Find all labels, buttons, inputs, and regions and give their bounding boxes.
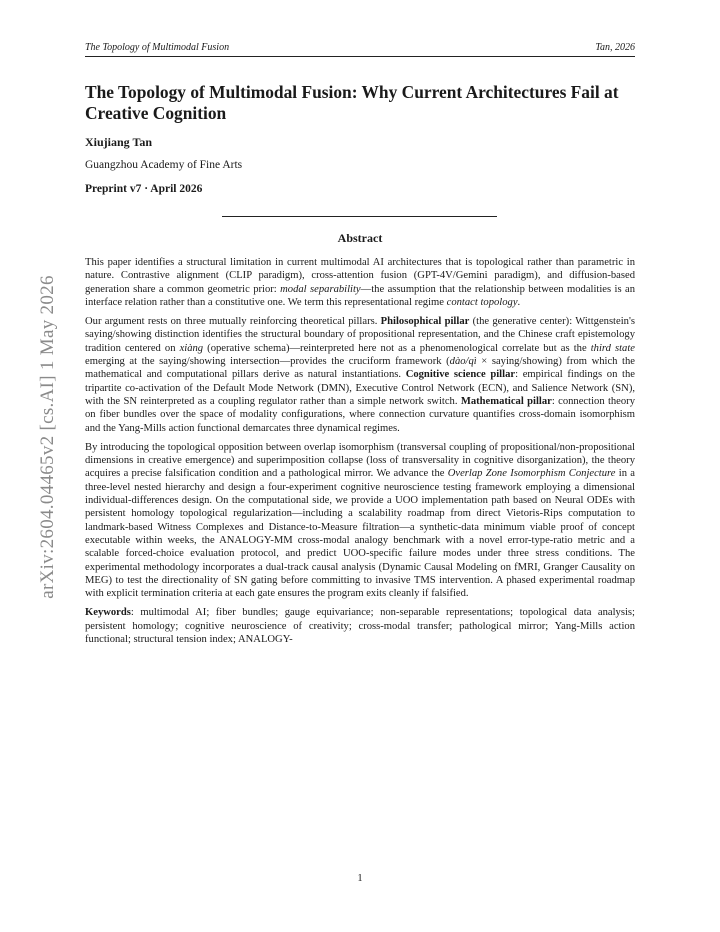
title-divider	[222, 216, 497, 217]
running-head-author: Tan, 2026	[595, 42, 635, 53]
emphasis: modal separability	[280, 283, 361, 295]
arxiv-side-stamp	[33, 265, 63, 610]
abstract-heading: Abstract	[337, 231, 383, 245]
text-run: (operative schema)—reinterpreted here not as a phenomenological correlate but as the	[203, 342, 591, 354]
text-run: By introducing the topological opposition between overlap isomorphism (transversal coupling of propositional/non-propositional dimensions in creative emergence) and superimposition collapse (loss of transversality in cognitive disorganization), the theory acquires a precise falsification condition and a pathological mirror. We advance the	[85, 441, 635, 480]
arxiv-identifier: arXiv:2604.04465v2 [cs.AI] 1 May 2026	[37, 275, 58, 599]
text-run: This paper identifies a structural limitation in current multimodal AI architectures that is topological rather than parametric in nature. Contrastive alignment (CLIP paradigm), cross-attention fusion (GPT-4V/Gemini paradigm), and diffusion-based generation share a common geometric prior:	[85, 257, 635, 295]
keywords-paragraph	[85, 606, 635, 646]
keywords-list: : multimodal AI; fiber bundles; gauge equivariance; non-separable representations; topological data analysis; persistent homology; cognitive neuroscience of creativity; cross-modal transfer; pathological mirror; Yang-Mills action functional; structural tension index; ANALOGY-	[85, 607, 635, 646]
abstract-paragraph-1	[85, 256, 635, 309]
abstract-body	[85, 256, 635, 652]
running-head-title: The Topology of Multimodal Fusion	[85, 42, 230, 53]
text-run: (the generative center): Wittgenstein's saying/showing distinction identifies the structural boundary of propositional representation, and the Chinese craft epistemology tradition centered on	[85, 316, 635, 354]
text-run: Our argument rests on three mutually reinforcing theoretical pillars.	[85, 316, 381, 328]
preprint-version: Preprint v7 · April 2026	[85, 183, 203, 195]
abstract-paragraph-3	[85, 441, 635, 601]
bold-term: Cognitive science pillar	[405, 369, 516, 381]
emphasis: third state	[590, 342, 635, 354]
author-name: Xiujiang Tan	[85, 135, 153, 149]
emphasis: Overlap Zone Isomorphism Conjecture	[447, 468, 616, 480]
text-run: emerging at the saying/showing intersection—provides the cruciform framework (	[85, 356, 450, 368]
author-affiliation: Guangzhou Academy of Fine Arts	[85, 159, 243, 171]
text-run: .	[517, 296, 521, 308]
emphasis: contact topology	[446, 296, 518, 308]
text-run: : empirical findings on the tripartite co-activation of the Default Mode Network (DMN), Executive Control Network (ECN), and Salience Network (SN), with the SN reinterpreted as a coupling regulator rather than a simple network switch.	[85, 369, 635, 407]
abstract-paragraph-2	[85, 315, 635, 435]
text-run: × saying/showing) from which the mathematical and computational pillars derive as natural instantiations.	[85, 356, 635, 381]
text-run: in a three-level nested hierarchy and design a four-experiment cognitive neuroscience testing framework employing a dimensional individual-differences design. On the computational side, we provide a UOO implementation path based on Neural ODEs with persistent homology topological regularization—including a scalability roadmap from direct Vietoris-Rips computation to landmark-based Witness Complexes and Distance-to-Measure filtration—a synthetic-data minimum viable proof of concept executable within weeks, the ANALOGY-MM cross-modal analogy benchmark with a novel error-type-ratio metric and a scalable forced-choice evaluation protocol, and predict UOO-specific failure modes under three stress conditions. The experimental methodology incorporates a dual-track causal analysis (Dynamic Causal Modeling on fMRI, Granger Causality on MEG) to test the directionality of SN gating before committing to invasive TMS intervention. A phased experimental roadmap with explicit termination criteria at each gate ensures the program exits cleanly if falsified.	[85, 468, 635, 600]
text-run: —the assumption that the relationship between modalities is an interface relation rather than a constitutive one. We term this representational regime	[85, 283, 635, 308]
bold-term: Mathematical pillar	[460, 395, 552, 407]
paper-title: The Topology of Multimodal Fusion: Why Current Architectures Fail at Creative Cognition	[85, 82, 619, 123]
emphasis: dào/qì	[449, 356, 477, 368]
page-number: 1	[357, 873, 363, 884]
text-run: : connection theory on fiber bundles over the space of modality configurations, where connection curvature quantifies cross-domain isomorphism and the Yang-Mills action functional demarcates three dynamical regimes.	[85, 395, 636, 434]
bold-term: Philosophical pillar	[380, 316, 470, 328]
emphasis: xiàng	[179, 342, 204, 354]
keywords-label: Keywords	[85, 607, 131, 619]
running-head	[85, 42, 635, 57]
